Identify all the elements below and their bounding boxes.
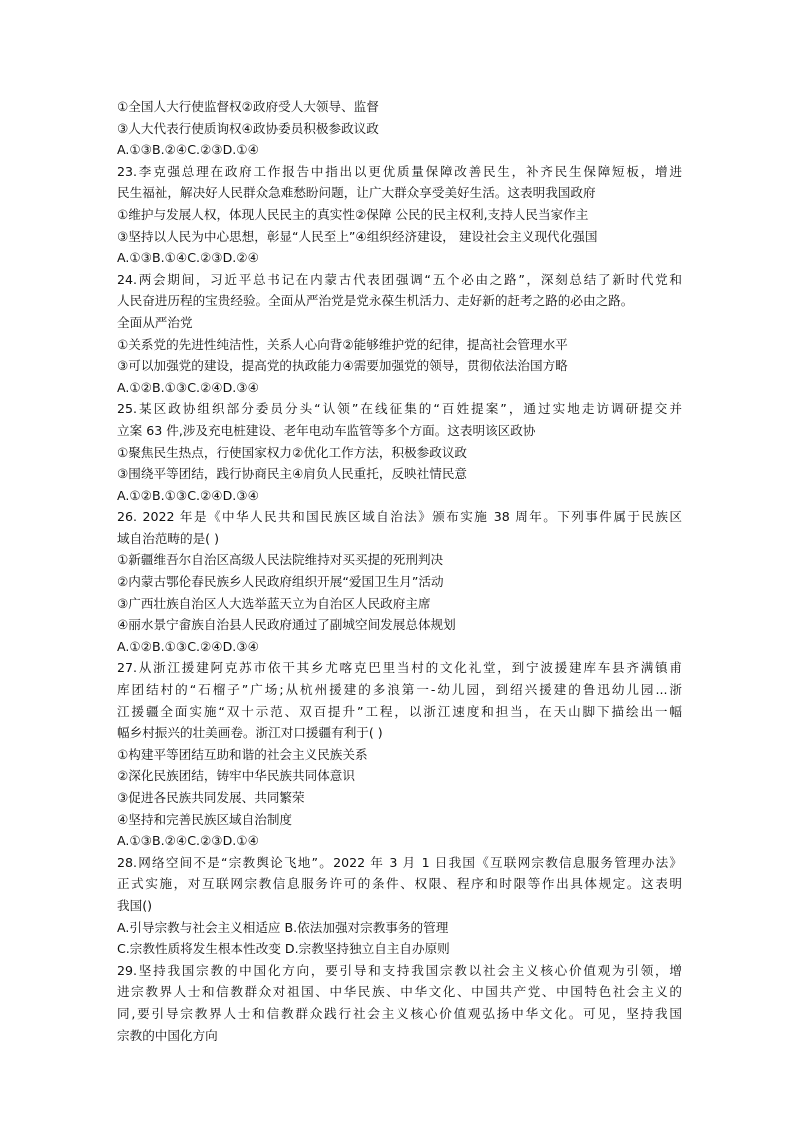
text-line: 立案 63 件,涉及充电桩建设、老年电动车监管等多个方面。这表明该区政协 (117, 422, 536, 438)
text-line: ④坚持和完善民族区域自治制度 (117, 811, 293, 827)
text-line: ②内蒙古鄂伦春民族乡人民政府组织开展“爱国卫生月”活动 (117, 574, 444, 590)
text-line: A.①②B.①③C.②④D.③④ (117, 638, 259, 654)
text-line: 26. 2022 年是《中华人民共和国民族区域自治法》颁布实施 38 周年。下列事件属于民族区 (117, 509, 682, 525)
text-line: 全面从严治党 (117, 314, 193, 330)
text-line: ③可以加强党的建设，提高党的执政能力④需要加强党的领导，贯彻依法治国方略 (117, 358, 568, 374)
text-line: ③坚持以人民为中心思想，彰显“人民至上”④组织经济建设， 建设社会主义现代化强国 (117, 228, 598, 244)
text-line: ④丽水景宁畲族自治县人民政府通过了副城空间发展总体规划 (117, 617, 456, 633)
text-line: ③广西壮族自治区人大选举蓝天立为自治区人民政府主席 (117, 595, 431, 611)
text-line: 宗教的中国化方向 (117, 1027, 218, 1043)
text-line: ①聚焦民生热点，行使国家权力②优化工作方法，积极参政议政 (117, 444, 468, 460)
text-line: 幅乡村振兴的壮美画卷。浙江对口援疆有利于( ) (117, 725, 383, 741)
text-line: A.①③B.②④C.②③D.①④ (117, 833, 259, 849)
text-line: 29.坚持我国宗教的中国化方向，要引导和支持我国宗教以社会主义核心价值观为引领，增 (117, 962, 682, 978)
text-line: ①新疆维吾尔自治区高级人民法院维持对买买提的死刑判决 (117, 552, 444, 568)
text-line: 25.某区政协组织部分委员分头“认领”在线征集的“百姓提案”，通过实地走访调研提交并 (117, 401, 682, 417)
text-line: A.①②B.①③C.②④D.③④ (117, 379, 259, 395)
text-line: ③人大代表行使质询权④政协委员积极参政议政 (117, 120, 379, 136)
text-line: 24.两会期间，习近平总书记在内蒙古代表团强调“五个必由之路”，深刻总结了新时代党和 (117, 271, 682, 287)
text-line: ③围绕平等团结，践行协商民主④肩负人民重托，反映社情民意 (117, 466, 468, 482)
text-line: 正式实施，对互联网宗教信息服务许可的条件、权限、程序和时限等作出具体规定。这表明 (117, 876, 682, 892)
text-line: C.宗教性质将发生根本性改变 D.宗教坚持独立自主自办原则 (117, 941, 450, 957)
exam-page (117, 96, 682, 1046)
text-line: 进宗教界人士和信教群众对祖国、中华民族、中华文化、中国共产党、中国特色社会主义的 (117, 984, 682, 1000)
text-line: A.①③B.②④C.②③D.①④ (117, 142, 259, 158)
text-line: ①维护与发展人权，体现人民民主的真实性②保障 公民的民主权利,支持人民当家作主 (117, 206, 589, 222)
text-line: 江援疆全面实施“双十示范、双百提升”工程，以浙江速度和担当，在天山脚下描绘出一幅 (117, 703, 682, 719)
text-line: 23.李克强总理在政府工作报告中指出以更优质量保障改善民生，补齐民生保障短板，增进 (117, 163, 682, 179)
text-line: A.①②B.①③C.②④D.③④ (117, 487, 259, 503)
text-line: ①全国人大行使监督权②政府受人大领导、监督 (117, 99, 379, 114)
text-line: ①关系党的先进性纯洁性，关系人心向背②能够维护党的纪律，提高社会管理水平 (117, 336, 568, 352)
text-line: 28.网络空间不是“宗教舆论飞地”。2022 年 3 月 1 日我国《互联网宗教信息服务管理办法》 (117, 854, 682, 870)
text-line: 民生福祉，解决好人民群众急难愁盼问题，让广大群众享受美好生活。这表明我国政府 (117, 185, 596, 201)
text-line: 域自治范畴的是( ) (117, 530, 219, 546)
text-line: ①构建平等团结互助和谐的社会主义民族关系 (117, 746, 368, 762)
text-line: 同,要引导宗教界人士和信教群众践行社会主义核心价值观弘扬中华文化。可见，坚持我国 (117, 1005, 682, 1021)
text-line: ③促进各民族共同发展、共同繁荣 (117, 790, 305, 805)
text-line: ②深化民族团结，铸牢中华民族共同体意识 (117, 768, 355, 784)
text-line: 27.从浙江援建阿克苏市依干其乡尤喀克巴里当村的文化礼堂，到宁波援建库车县齐满镇甫 (117, 660, 682, 676)
text-line: 人民奋进历程的宝贵经验。全面从严治党是党永葆生机活力、走好新的赶考之路的必由之路。 (117, 293, 634, 309)
text-line: 我国() (117, 897, 153, 913)
text-line: A.引导宗教与社会主义相适应 B.依法加强对宗教事务的管理 (117, 919, 449, 935)
text-line: A.①③B.①④C.②③D.②④ (117, 250, 259, 266)
text-line: 库团结村的“石榴子”广场;从杭州援建的多浪第一-幼儿园，到绍兴援建的鲁迅幼儿园...浙 (117, 682, 682, 698)
